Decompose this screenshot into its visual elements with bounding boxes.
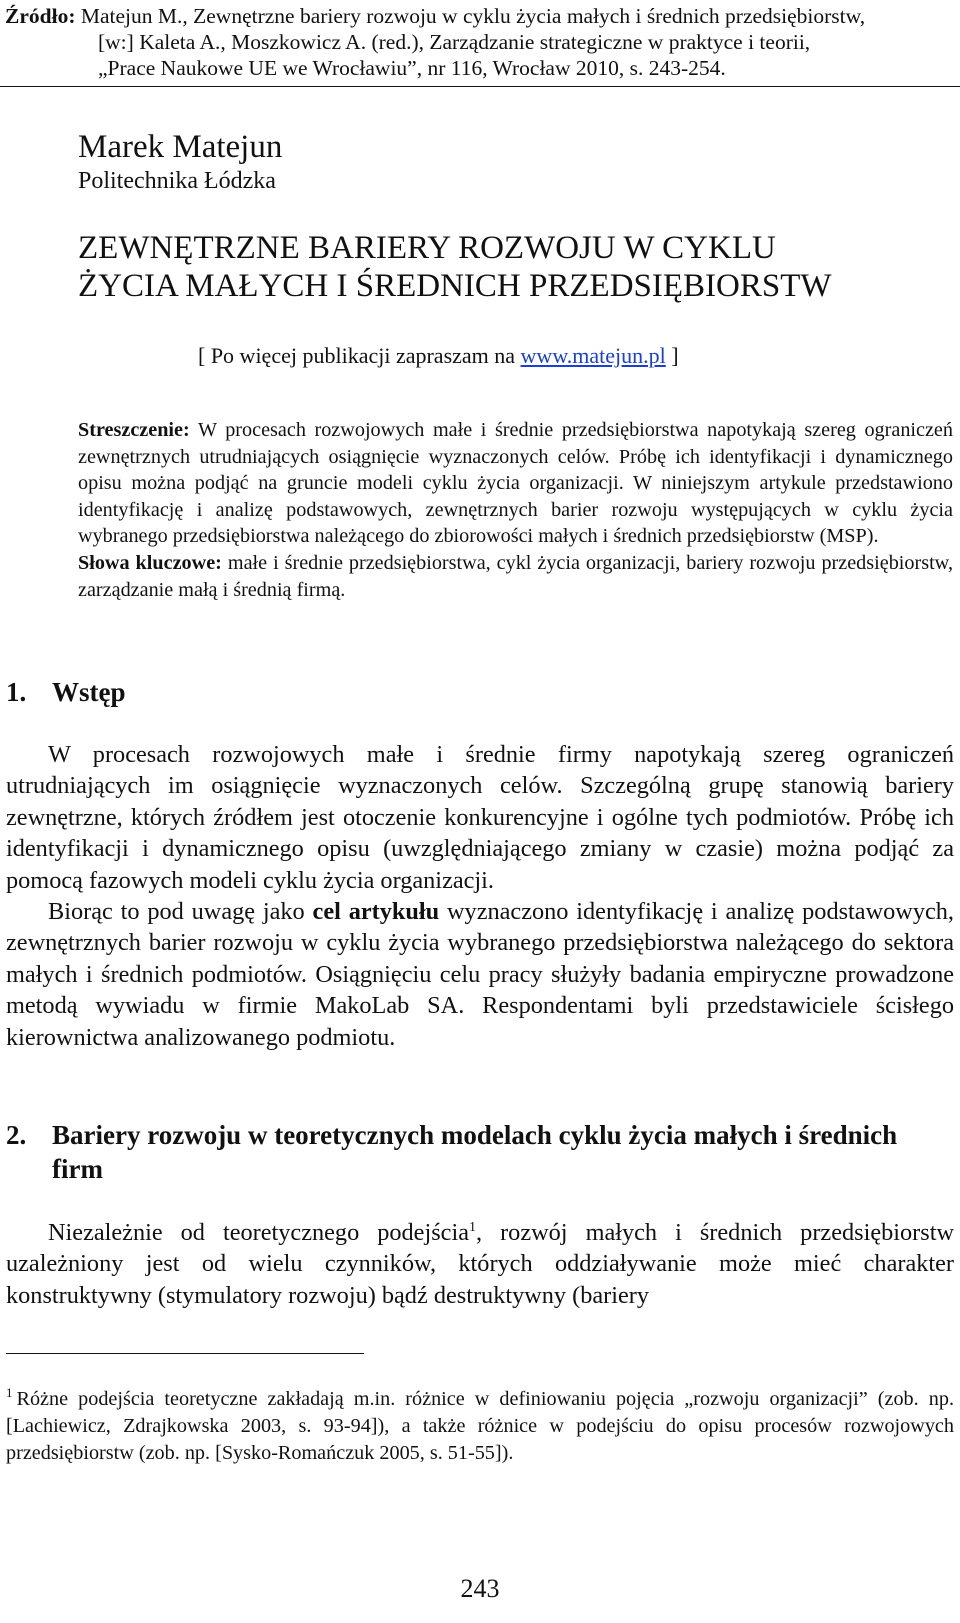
section-2-paragraph-1: Niezależnie od teoretycznego podejścia$^1$, rozwój małych i średnich przedsiębiorstw uzależniony jest od wielu czynników, których oddziaływanie może mieć charakter konstruktywny (stymulatory rozwoju) bądź destruktywny (bariery [6, 1219, 955, 1309]
section-1-title: Wstęp [52, 677, 126, 707]
keywords-paragraph [78, 550, 953, 603]
source-line-2: [w:] Kaleta A., Moszkowicz A. (red.), Zarządzanie strategiczne w praktyce i teorii, [98, 30, 811, 54]
page-number: 243 [460, 1574, 500, 1603]
article-title [78, 229, 948, 305]
section-1-heading [6, 675, 906, 709]
keywords-text: małe i średnie przedsiębiorstwa, cykl życia organizacji, bariery rozwoju przedsiębiorstw, zarządzanie małą i średnią firmą. [78, 551, 953, 601]
footnote-text: Różne podejścia teoretyczne zakładają m.in. różnice w definiowaniu pojęcia „rozwoju organizacji” (zob. np. [Lachiewicz, Zdrajkowska 2003, s. 93-94]), a także różnice w podejściu do opisu procesów rozwojowych przedsiębiorstw (zob. np. [Sysko-Romańczuk 2005, s. 51-55]). [6, 1388, 954, 1464]
website-link[interactable]: www.matejun.pl [520, 343, 666, 368]
author-affiliation: Politechnika Łódzka [78, 168, 276, 194]
source-line-3: „Prace Naukowe UE we Wrocławiu”, nr 116, Wrocław 2010, s. 243-254. [98, 56, 726, 80]
source-divider [0, 86, 960, 87]
abstract [78, 417, 953, 603]
footnote-1 [6, 1386, 954, 1467]
more-publications-note: [ Po więcej publikacji zapraszam na www.matejun.pl ] [198, 343, 679, 368]
author-name: Marek Matejun [78, 129, 283, 165]
source-line-1: Źródło: Matejun M., Zewnętrzne bariery rozwoju w cyklu życia małych i średnich przedsiębiorstw, [5, 4, 866, 28]
section-1-paragraph-1: W procesach rozwojowych małe i średnie firmy napotykają szereg ograniczeń utrudniających im osiągnięcie wyznaczonych celów. Szczególną grupę stanowią bariery zewnętrzne, których źródłem jest otoczenie konkurencyjne i ogólne tych podmiotów. Próbę ich identyfikacji i dynamicznego opisu (uwzględniającego zmiany w czasie) można podjąć za pomocą fazowych modeli cyklu życia organizacji. [6, 741, 954, 894]
section-2-title: Bariery rozwoju w teoretycznych modelach cyklu życia małych i średnich firm [52, 1120, 898, 1184]
title-line-2: ŻYCIA MAŁYCH I ŚREDNICH PRZEDSIĘBIORSTW [78, 268, 832, 304]
section-1-paragraph-2: Biorąc to pod uwagę jako cel artykułu wyznaczono identyfikację i analizę podstawowych, zewnętrznych barier rozwoju w cyklu życia wybranego przedsiębiorstwa należącego do sektora małych i średnich podmiotów. Osiągnięciu celu pracy służyły badania empiryczne prowadzone metodą wywiadu w firmie MakoLab SA. Respondentami byli przedstawiciele ścisłego kierownictwa analizowanego podmiotu. [6, 898, 954, 1051]
section-1-number: 1. [6, 677, 27, 707]
abstract-text: W procesach rozwojowych małe i średnie przedsiębiorstwa napotykają szereg ograniczeń zewnętrznych utrudniających osiągnięcie wyznaczonych celów. Próbę ich identyfikacji i dynamicznego opisu można podjąć na gruncie modeli cyklu życia organizacji. W niniejszym artykule przedstawiono identyfikację i analizę podstawowych, zewnętrznych barier rozwoju występujących w cyklu życia wybranego przedsiębiorstwa należącego do zbiorowości małych i średnich przedsiębiorstw (MSP). [78, 419, 953, 548]
abstract-paragraph [78, 417, 953, 550]
footnote-number: 1 [6, 1385, 13, 1401]
keywords-label: Słowa kluczowe: [78, 551, 222, 574]
abstract-label: Streszczenie: [78, 419, 190, 441]
section-2-heading [6, 1118, 906, 1186]
section-2-body [6, 1217, 954, 1311]
footnote-reference[interactable]: 1 [469, 1219, 476, 1235]
source-citation [5, 3, 957, 81]
section-1-body [6, 739, 954, 1053]
section-2-number: 2. [6, 1120, 27, 1150]
article-goal-emphasis: cel artykułu [312, 898, 440, 926]
title-line-1: ZEWNĘTRZNE BARIERY ROZWOJU W CYKLU [78, 230, 776, 266]
source-label: Źródło: [5, 4, 76, 28]
footnote-divider [6, 1353, 364, 1354]
